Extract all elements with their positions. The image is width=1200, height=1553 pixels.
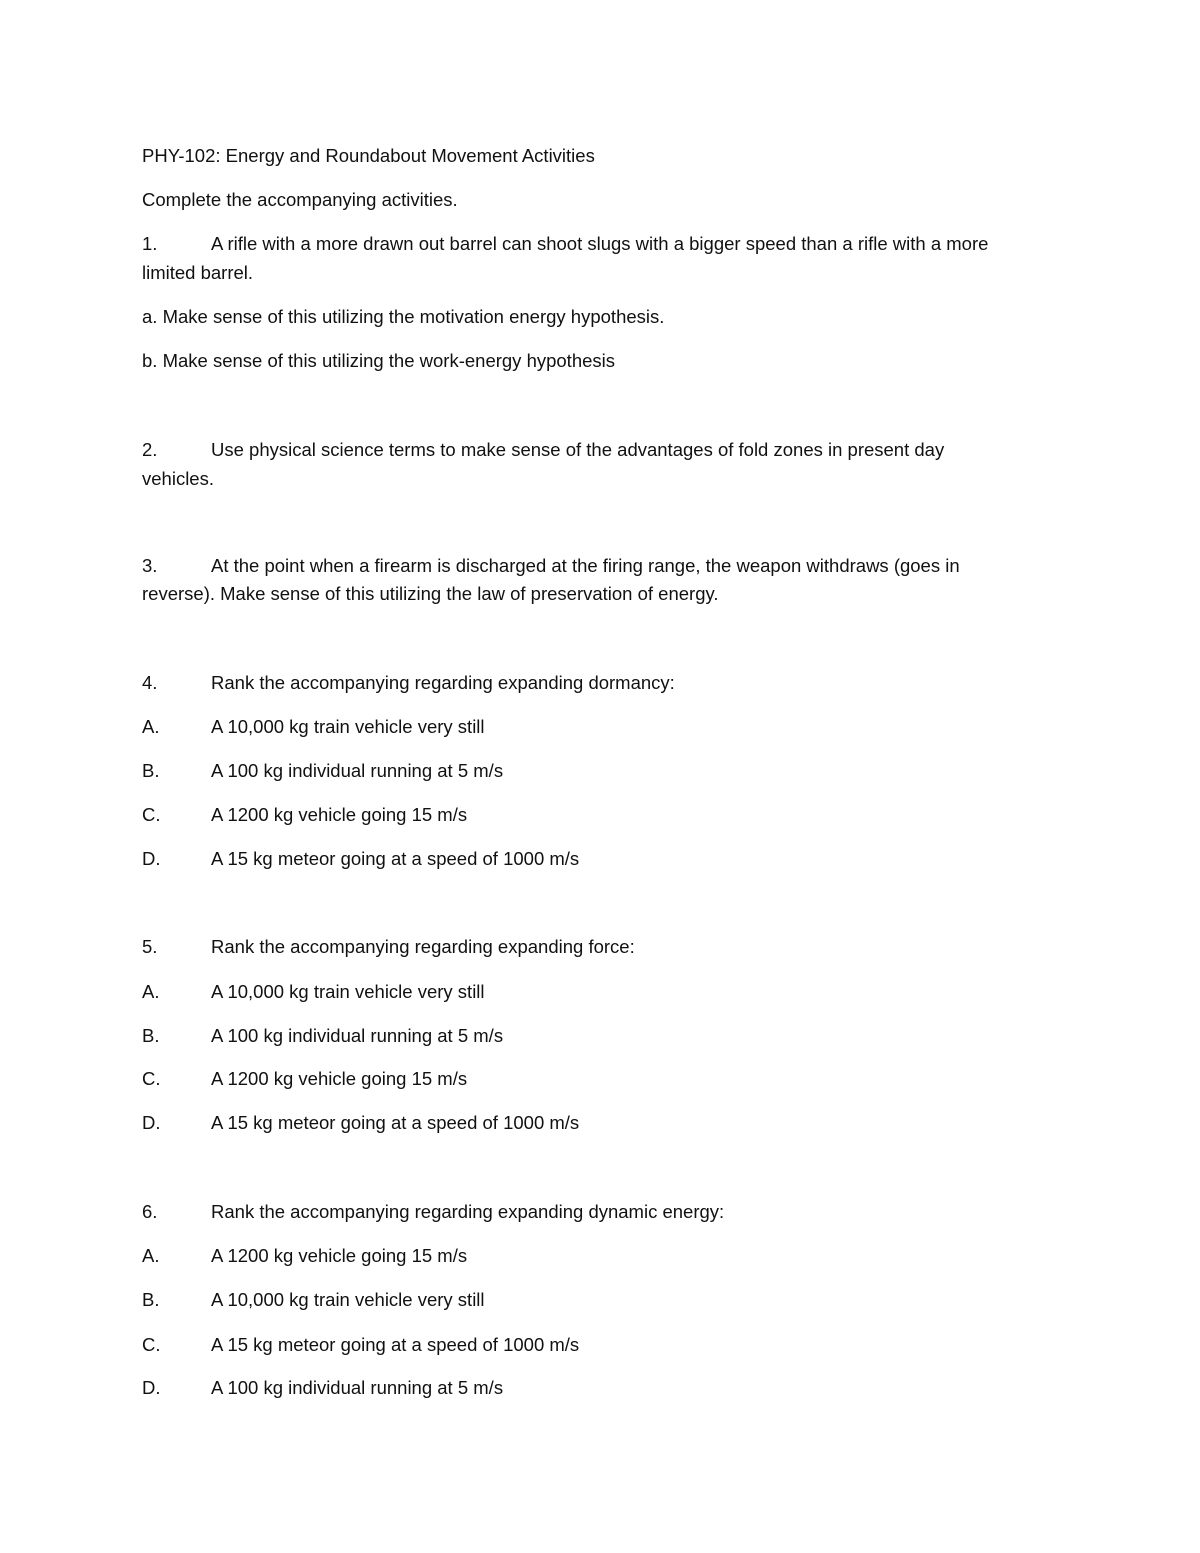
question-6-option-text: A 100 kg individual running at 5 m/s — [211, 1377, 504, 1398]
question-5-number: 5. — [142, 936, 158, 957]
question-5-option-text: A 15 kg meteor going at a speed of 1000 m/s — [211, 1112, 580, 1133]
question-5-option-letter: B. — [142, 1025, 160, 1046]
question-6-number: 6. — [142, 1201, 158, 1222]
question-3-text-line2: reverse). Make sense of this utilizing the law of preservation of energy. — [142, 583, 719, 604]
question-6-option-text: A 15 kg meteor going at a speed of 1000 m/s — [211, 1334, 580, 1355]
question-4-option-letter: D. — [142, 848, 161, 869]
question-6-option-letter: A. — [142, 1245, 160, 1266]
question-4-option-letter: B. — [142, 760, 160, 781]
question-6-option-text: A 10,000 kg train vehicle very still — [211, 1289, 485, 1310]
document-title: PHY-102: Energy and Roundabout Movement Activities — [142, 145, 595, 166]
question-6-option-letter: B. — [142, 1289, 160, 1310]
question-4-option-text: A 1200 kg vehicle going 15 m/s — [211, 804, 468, 825]
question-5-option-letter: C. — [142, 1068, 161, 1089]
question-6-option-letter: C. — [142, 1334, 161, 1355]
question-1-text-line2: limited barrel. — [142, 262, 254, 283]
question-4-option-text: A 10,000 kg train vehicle very still — [211, 716, 485, 737]
question-5-option-text: A 10,000 kg train vehicle very still — [211, 981, 485, 1002]
question-5-option-text: A 1200 kg vehicle going 15 m/s — [211, 1068, 468, 1089]
question-4-number: 4. — [142, 672, 158, 693]
question-1b: b. Make sense of this utilizing the work-energy hypothesis — [142, 350, 616, 371]
question-4-prompt: Rank the accompanying regarding expanding dormancy: — [211, 672, 675, 693]
question-4-option-letter: A. — [142, 716, 160, 737]
question-6-option-letter: D. — [142, 1377, 161, 1398]
question-4-option-letter: C. — [142, 804, 161, 825]
question-5-option-letter: D. — [142, 1112, 161, 1133]
question-1-number: 1. — [142, 233, 158, 254]
instructions: Complete the accompanying activities. — [142, 189, 458, 210]
question-3-number: 3. — [142, 555, 158, 576]
question-4-option-text: A 15 kg meteor going at a speed of 1000 m/s — [211, 848, 580, 869]
question-5-option-text: A 100 kg individual running at 5 m/s — [211, 1025, 504, 1046]
question-1a: a. Make sense of this utilizing the motivation energy hypothesis. — [142, 306, 665, 327]
question-6-option-text: A 1200 kg vehicle going 15 m/s — [211, 1245, 468, 1266]
question-3-text-line1: At the point when a firearm is discharged at the firing range, the weapon withdraws (goes in — [211, 555, 960, 576]
question-1-text-line1: A rifle with a more drawn out barrel can shoot slugs with a bigger speed than a rifle with a more — [211, 233, 989, 254]
question-6-prompt: Rank the accompanying regarding expanding dynamic energy: — [211, 1201, 725, 1222]
question-5-prompt: Rank the accompanying regarding expanding force: — [211, 936, 635, 957]
question-2-text-line2: vehicles. — [142, 468, 214, 489]
question-4-option-text: A 100 kg individual running at 5 m/s — [211, 760, 504, 781]
question-2-number: 2. — [142, 439, 158, 460]
question-2-text-line1: Use physical science terms to make sense of the advantages of fold zones in present day — [211, 439, 945, 460]
question-5-option-letter: A. — [142, 981, 160, 1002]
